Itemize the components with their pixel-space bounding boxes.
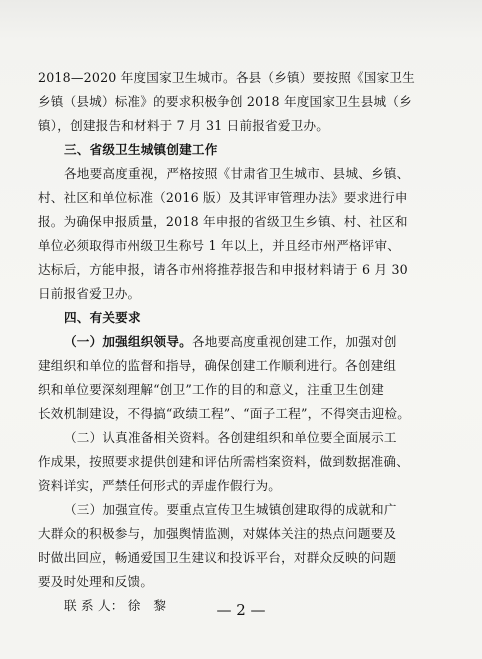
body-line: 时做出回应，畅通爱国卫生建议和投诉平台，对群众反映的问题: [38, 550, 397, 565]
body-line: 乡镇（县城）标准》的要求积极争创 2018 年度国家卫生县城（乡: [38, 94, 412, 109]
body-line: 报。为确保申报质量，2018 年申报的省级卫生乡镇、村、社区和: [38, 214, 408, 229]
body-line: 长效机制建设，不得搞“政绩工程”、“面子工程”，不得突击迎检。: [38, 406, 410, 421]
requirement-lead: （二）认真准备相关资料。: [64, 430, 218, 445]
body-line: 单位必须取得市州级卫生称号 1 年以上，并且经市州严格评审、: [38, 238, 401, 253]
requirement-lead: （一）加强组织领导。: [64, 334, 192, 349]
body-line: 镇），创建报告和材料于 7 月 31 日前报省爱卫办。: [38, 118, 330, 133]
page-number: — 2 —: [216, 601, 266, 619]
document-body: [38, 66, 448, 618]
requirement-text: 各创建组织和单位要全面展示工: [217, 430, 397, 445]
body-line: 达标后，方能申报，请各市州将推荐报告和申报材料请于 6 月 30: [38, 262, 408, 277]
body-line: 作成果，按照要求提供创建和评估所需档案资料，做到数据准确、: [38, 454, 410, 469]
body-line: 2018—2020 年度国家卫生城市。各县（乡镇）要按照《国家卫生: [38, 70, 415, 85]
body-line: 建组织和单位的监督和指导，确保创建工作顺利进行。各创建组: [38, 358, 397, 373]
body-line: 织和单位要深刻理解“创卫”工作的目的和意义，注重卫生创建: [38, 382, 384, 397]
body-line: 大群众的积极参与，加强舆情监测，对媒体关注的热点问题要及: [38, 526, 397, 541]
requirement-item-1: [38, 330, 448, 354]
section-heading-3: 三、省级卫生城镇创建工作: [64, 142, 218, 157]
body-line: 日前报省爱卫办。: [38, 286, 141, 301]
body-line: 村、社区和单位标准（2016 版）及其评审管理办法》要求进行申: [38, 190, 408, 205]
requirement-item-3: [38, 498, 448, 522]
requirement-lead: （三）加强宣传。: [64, 502, 167, 517]
requirement-text: 要重点宣传卫生城镇创建取得的成就和广: [166, 502, 397, 517]
body-line: 要及时处理和反馈。: [38, 574, 154, 589]
body-line: 资料详实，严禁任何形式的弄虚作假行为。: [38, 478, 282, 493]
requirement-text: 各地要高度重视创建工作，加强对创: [191, 334, 397, 349]
body-line: 各地要高度重视，严格按照《甘肃省卫生城市、县城、乡镇、: [64, 166, 410, 181]
requirement-item-2: [38, 426, 448, 450]
section-heading-4: 四、有关要求: [64, 310, 141, 325]
contact-line: 联 系 人： 徐 黎: [64, 598, 167, 613]
